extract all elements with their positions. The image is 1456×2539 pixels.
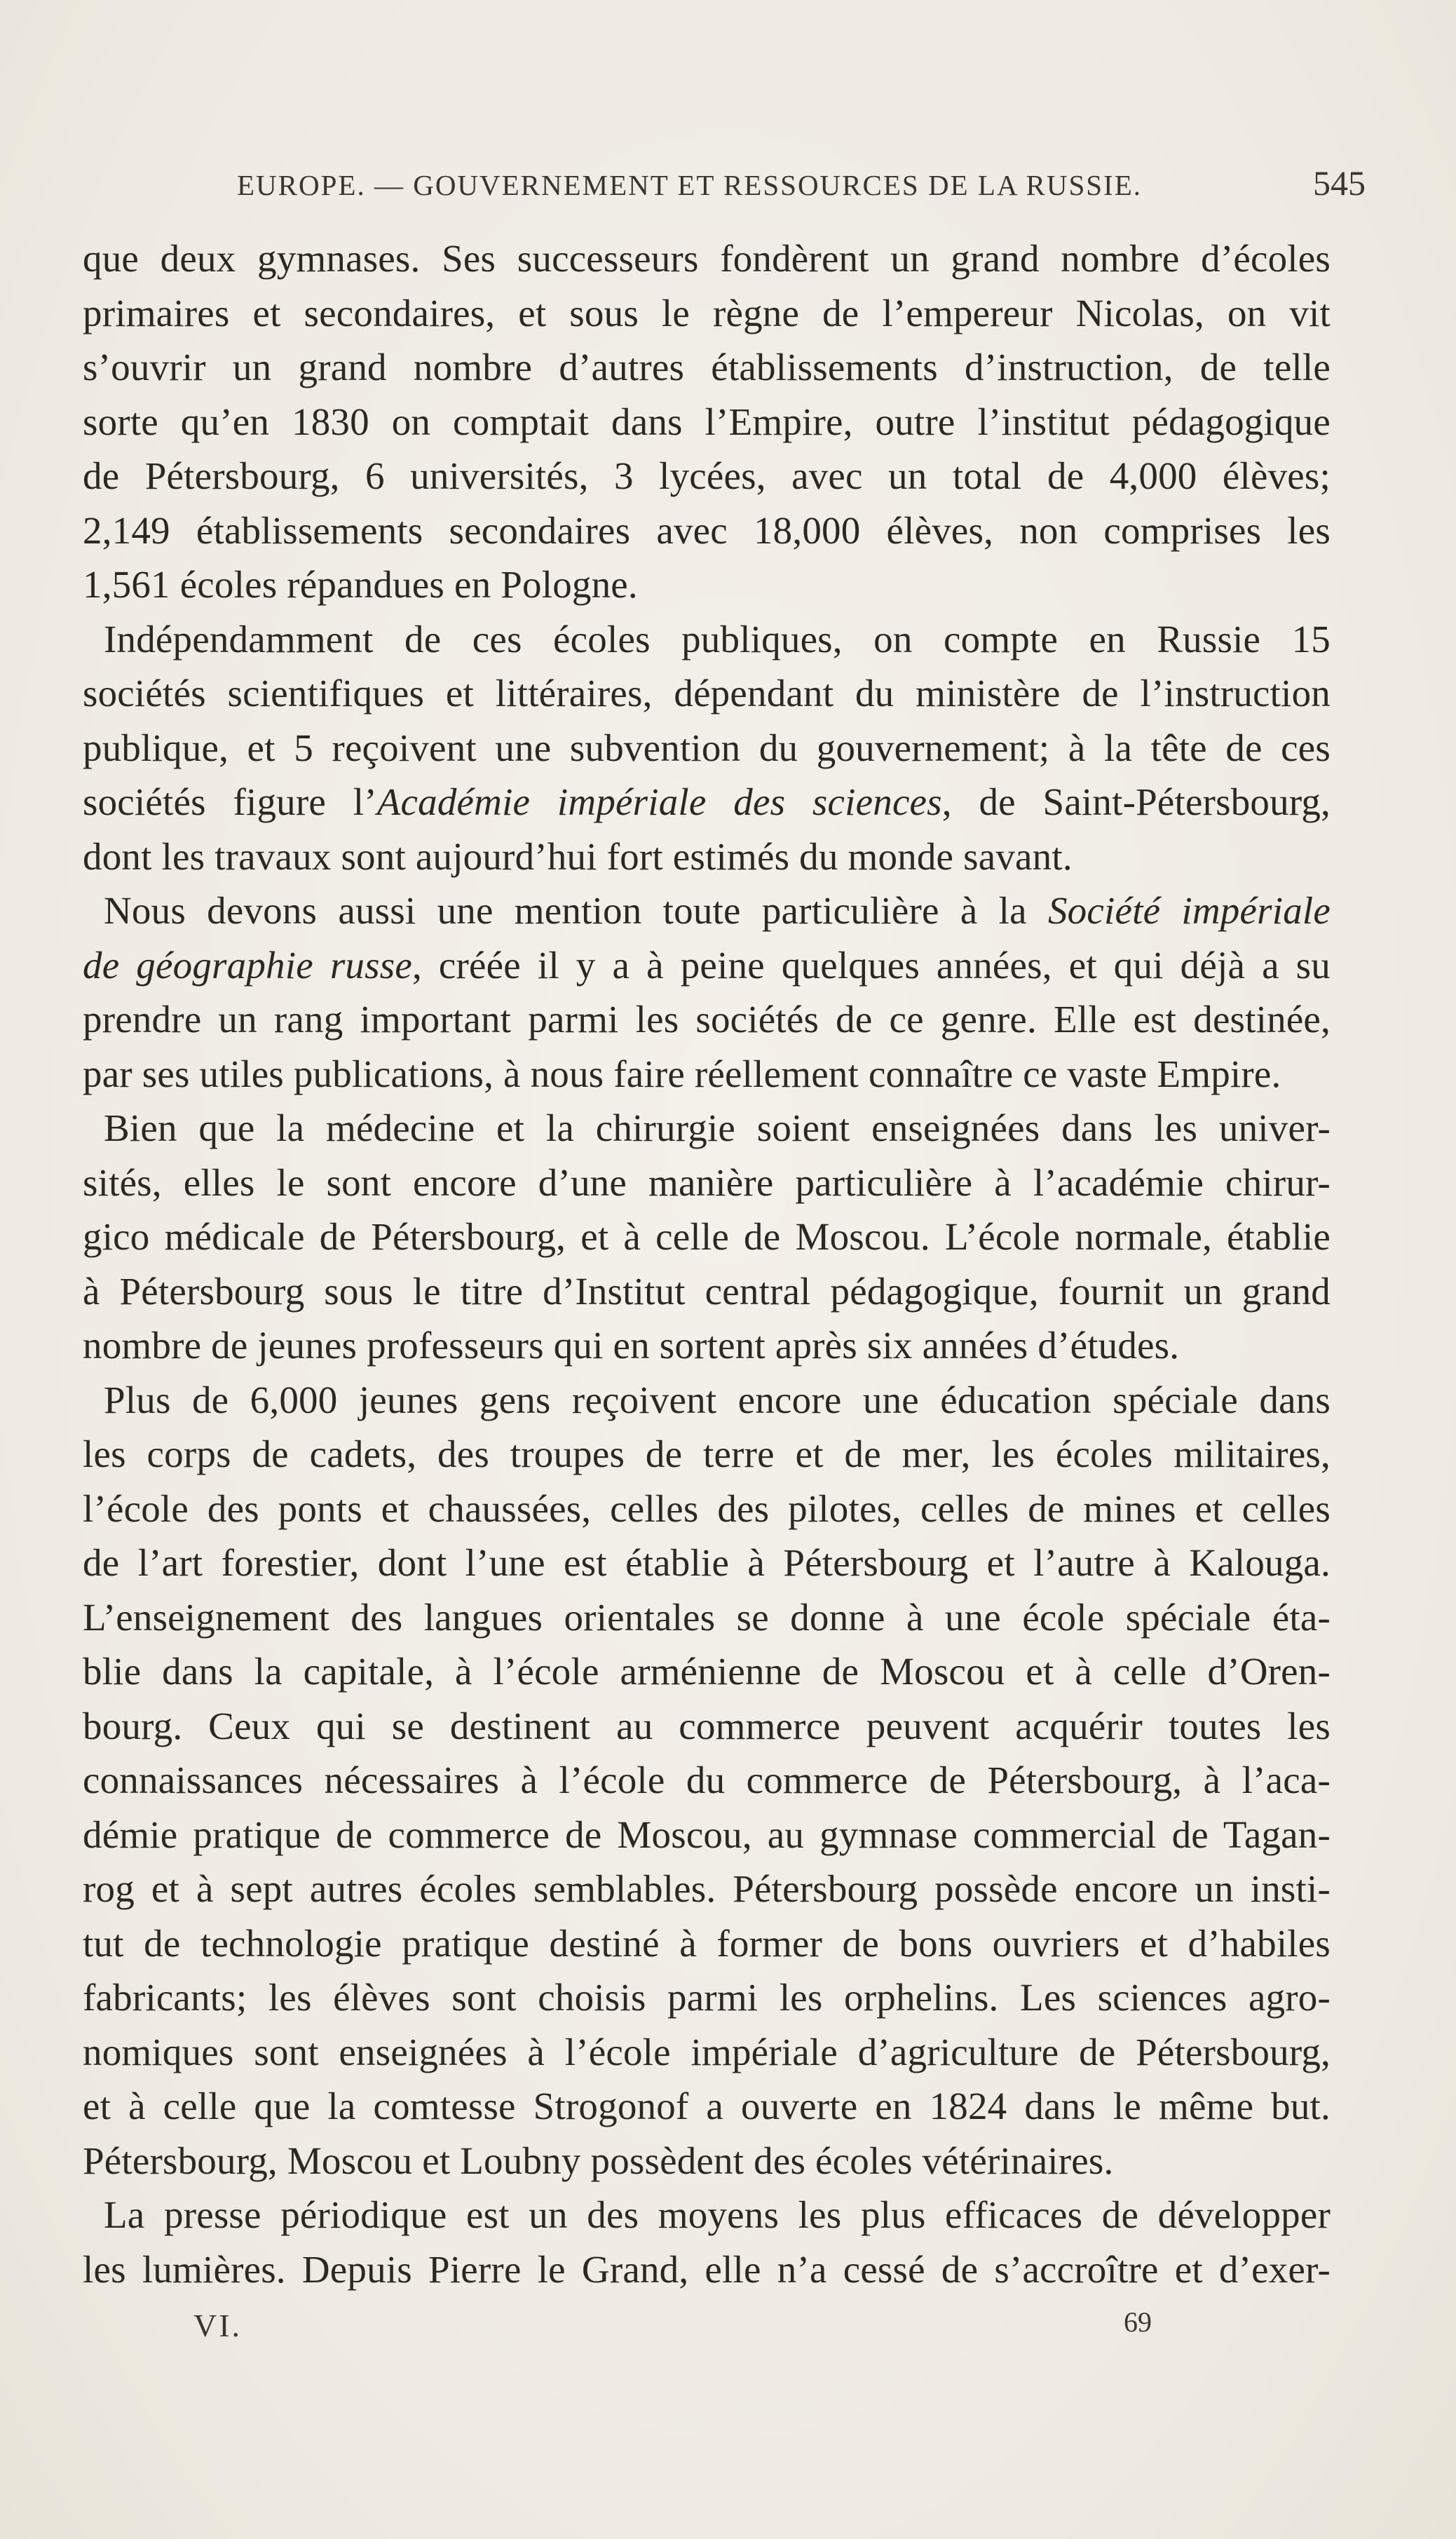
text-line: nombre de jeunes professeurs qui en sortent après six années d’études. [83, 1324, 1180, 1367]
text-line: Indépendamment de ces écoles publiques, on compte en Russie 15 [104, 617, 1331, 661]
text-line: à Pétersbourg sous le titre d’Institut central pédagogique, fournit un grand [83, 1269, 1331, 1313]
line-text: sociétés figure l’ [83, 780, 377, 823]
text-line: rog et à sept autres écoles semblables. Pétersbourg possède encore un insti- [83, 1867, 1331, 1910]
text-line: les lumières. Depuis Pierre le Grand, elle n’a cessé de s’accroître et d’exer- [83, 2247, 1331, 2291]
running-head: EUROPE. — GOUVERNEMENT ET RESSOURCES DE LA RUSSIE. [237, 169, 1143, 201]
text-line [83, 775, 1331, 830]
italic-title: Académie impériale des sciences [376, 780, 942, 823]
text-line [83, 938, 1331, 993]
text-line: tut de technologie pratique destiné à former de bons ouvriers et d’habiles [83, 1921, 1331, 1965]
italic-title: de géographie russe [83, 943, 412, 987]
page-number: 545 [1313, 163, 1366, 203]
text-line: Bien que la médecine et la chirurgie soient enseignées dans les univer- [104, 1106, 1331, 1149]
text-line: et à celle que la comtesse Strogonof a ouverte en 1824 dans le même but. [83, 2085, 1331, 2127]
line-text: , de Saint-Pétersbourg, [941, 780, 1331, 823]
text-line: La presse périodique est un des moyens les plus efficaces de développer [104, 2193, 1331, 2236]
page-footer [83, 2307, 1331, 2349]
text-line: de l’art forestier, dont l’une est établie à Pétersbourg et l’autre à Kalouga. [83, 1541, 1331, 1584]
text-line: prendre un rang important parmi les sociétés de ce genre. Elle est destinée, [83, 998, 1331, 1041]
body-text [83, 231, 1331, 2296]
page-header [83, 163, 1366, 210]
text-line: Pétersbourg, Moscou et Loubny possèdent des écoles vétérinaires. [83, 2139, 1114, 2182]
signature-mark: VI. [193, 2308, 243, 2343]
text-line: 1,561 écoles répandues en Pologne. [83, 563, 638, 606]
text-line: sociétés scientifiques et littéraires, dépendant du ministère de l’instruction [83, 672, 1331, 715]
text-line: publique, et 5 reçoivent une subvention du gouvernement; à la tête de ces [83, 726, 1331, 769]
line-text: , créée il y a à peine quelques années, et qui déjà a su [411, 943, 1331, 987]
sheet-number: 69 [1124, 2306, 1152, 2338]
text-line: par ses utiles publications, à nous faire réellement connaître ce vaste Empire. [83, 1052, 1281, 1095]
text-line: sorte qu’en 1830 on comptait dans l’Empire, outre l’institut pédagogique [83, 400, 1331, 443]
text-line: que deux gymnases. Ses successeurs fondèrent un grand nombre d’écoles [83, 237, 1331, 280]
text-line: 2,149 établissements secondaires avec 18,000 élèves, non comprises les [83, 508, 1331, 552]
text-line: les corps de cadets, des troupes de terre et de mer, les écoles militaires, [83, 1433, 1331, 1475]
text-line: s’ouvrir un grand nombre d’autres établissements d’instruction, de telle [83, 346, 1331, 388]
text-line: démie pratique de commerce de Moscou, au gymnase commercial de Tagan- [83, 1813, 1331, 1856]
text-line: connaissances nécessaires à l’école du commerce de Pétersbourg, à l’aca- [83, 1759, 1331, 1801]
text-line: Plus de 6,000 jeunes gens reçoivent encore une éducation spéciale dans [104, 1378, 1331, 1421]
text-line: de Pétersbourg, 6 universités, 3 lycées, avec un total de 4,000 élèves; [83, 454, 1331, 497]
text-line: bourg. Ceux qui se destinent au commerce peuvent acquérir toutes les [83, 1704, 1331, 1747]
text-line: L’enseignement des langues orientales se donne à une école spéciale éta- [83, 1595, 1331, 1639]
text-line: blie dans la capitale, à l’école arménienne de Moscou et à celle d’Oren- [83, 1650, 1331, 1693]
text-line: gico médicale de Pétersbourg, et à celle de Moscou. L’école normale, établie [83, 1215, 1331, 1258]
text-line: l’école des ponts et chaussées, celles des pilotes, celles de mines et celles [83, 1487, 1331, 1530]
text-line: fabricants; les élèves sont choisis parmi les orphelins. Les sciences agro- [83, 1976, 1331, 2019]
text-line: nomiques sont enseignées à l’école impériale d’agriculture de Pétersbourg, [83, 2030, 1331, 2073]
text-line: primaires et secondaires, et sous le règne de l’empereur Nicolas, on vit [83, 291, 1331, 334]
text-line: dont les travaux sont aujourd’hui fort estimés du monde savant. [83, 834, 1073, 878]
text-line [83, 883, 1331, 938]
italic-title: Société impériale [1047, 889, 1331, 932]
line-text: Nous devons aussi une mention toute particulière à la [104, 889, 1048, 932]
text-line: sités, elles le sont encore d’une manière particulière à l’académie chirur- [83, 1160, 1331, 1204]
